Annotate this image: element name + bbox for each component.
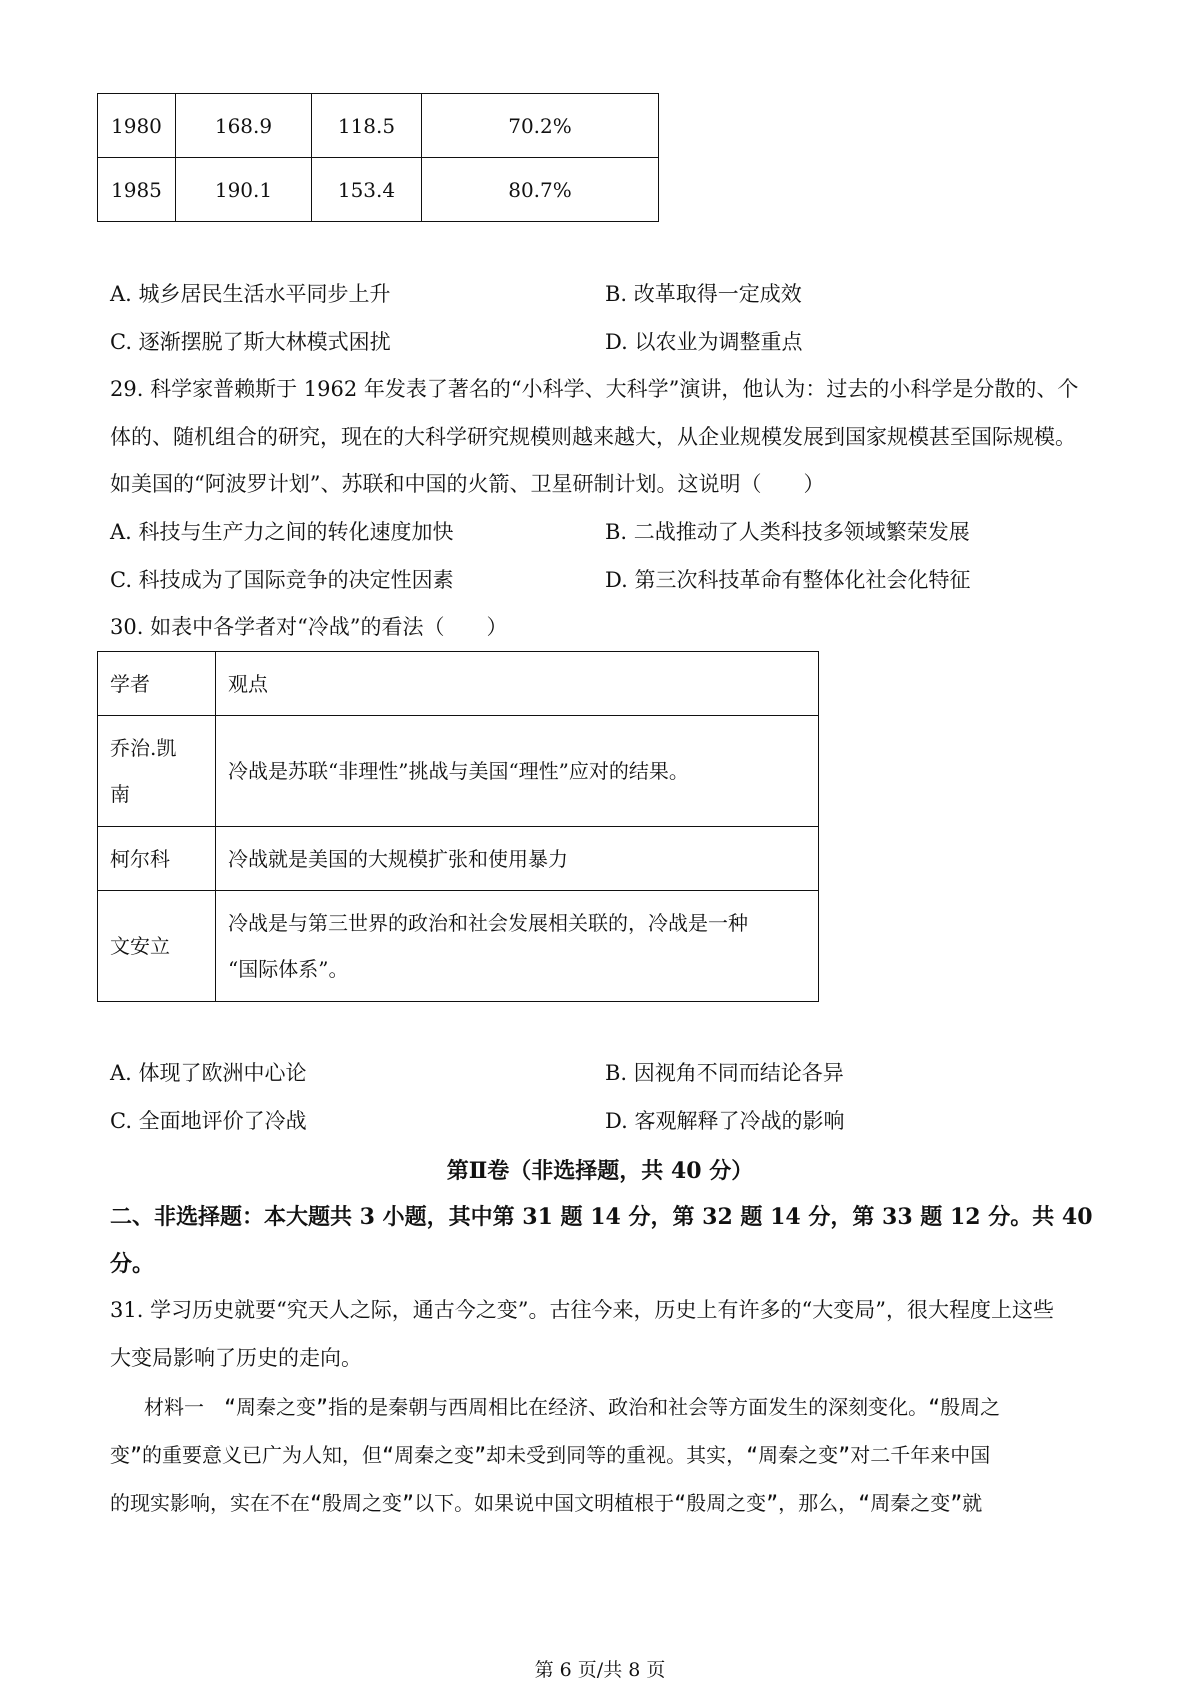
table-row [98, 94, 659, 158]
material-text: 材料一 “周秦之变”指的是秦朝与西周相比在经济、政治和社会等方面发生的深刻变化。“殷周之 [144, 1395, 1001, 1419]
table-cell [216, 891, 819, 1002]
table-cell: 168.9 [176, 94, 312, 158]
table-cell: 70.2% [422, 94, 659, 158]
question-text: 体的、随机组合的研究，现在的大科学研究规模则越来越大，从企业规模发展到国家规模甚至国际规模。 [110, 425, 1076, 449]
option-a: A. 科技与生产力之间的转化速度加快 [110, 520, 454, 544]
table-cell: 118.5 [312, 94, 422, 158]
table-row [98, 716, 819, 827]
table-cell: 153.4 [312, 158, 422, 222]
table-cell: 80.7% [422, 158, 659, 222]
material-text: 的现实影响，实在不在“殷周之变”以下。如果说中国文明植根于“殷周之变”，那么，“周秦之变”就 [110, 1491, 983, 1515]
cell-line: 冷战是苏联“非理性”挑战与美国“理性”应对的结果。 [228, 759, 689, 783]
cell-line: 冷战是与第三世界的政治和社会发展相关联的，冷战是一种 [228, 911, 748, 935]
question-text: 31. 学习历史就要“究天人之际，通古今之变”。古往今来，历史上有许多的“大变局”，很大程度上这些 [110, 1298, 1055, 1322]
table-row [98, 891, 819, 1002]
cell-line: “国际体系”。 [228, 957, 349, 981]
table-cell [216, 827, 819, 891]
option-a: A. 城乡居民生活水平同步上升 [110, 282, 391, 306]
table-header-row [98, 652, 819, 716]
question-text: 30. 如表中各学者对“冷战”的看法（ ） [110, 615, 508, 639]
option-c: C. 科技成为了国际竞争的决定性因素 [110, 568, 454, 592]
option-d: D. 以农业为调整重点 [605, 330, 803, 354]
table-cell [98, 827, 216, 891]
scholar-table [97, 651, 819, 1002]
page-number: 第 6 页/共 8 页 [534, 1659, 666, 1681]
material-text: 变”的重要意义已广为人知，但“周秦之变”却未受到同等的重视。其实，“周秦之变”对二千年来中国 [110, 1443, 991, 1467]
table-cell: 1985 [98, 158, 176, 222]
table-cell [216, 716, 819, 827]
question-text: 如美国的“阿波罗计划”、苏联和中国的火箭、卫星研制计划。这说明（ ） [110, 472, 825, 496]
option-b: B. 二战推动了人类科技多领域繁荣发展 [605, 520, 970, 544]
cell-line: 柯尔科 [110, 846, 170, 871]
question-text: 29. 科学家普赖斯于 1962 年发表了著名的“小科学、大科学”演讲，他认为：过去的小科学是分散的、个 [110, 377, 1079, 401]
option-d: D. 客观解释了冷战的影响 [605, 1109, 845, 1133]
option-a: A. 体现了欧洲中心论 [110, 1061, 307, 1085]
table-row [98, 827, 819, 891]
table-header-cell: 观点 [216, 652, 819, 716]
option-d: D. 第三次科技革命有整体化社会化特征 [605, 568, 971, 592]
section-heading: 二、非选择题：本大题共 3 小题，其中第 31 题 14 分，第 32 题 14 分，第 33 题 12 分。共 40 [110, 1204, 1093, 1230]
table-cell: 1980 [98, 94, 176, 158]
section-heading: 分。 [110, 1251, 155, 1277]
data-table [97, 93, 659, 222]
table-header-cell: 学者 [98, 652, 216, 716]
cell-line: 乔治.凯 [110, 736, 177, 760]
question-text: 大变局影响了历史的走向。 [110, 1346, 362, 1370]
cell-line: 南 [110, 782, 130, 806]
table-cell [98, 716, 216, 827]
table-cell [98, 891, 216, 1002]
option-b: B. 改革取得一定成效 [605, 282, 802, 306]
option-b: B. 因视角不同而结论各异 [605, 1061, 844, 1085]
cell-line: 文安立 [110, 934, 170, 958]
option-c: C. 逐渐摆脱了斯大林模式困扰 [110, 330, 391, 354]
table-row [98, 158, 659, 222]
table-cell: 190.1 [176, 158, 312, 222]
option-c: C. 全面地评价了冷战 [110, 1109, 307, 1133]
cell-line: 冷战就是美国的大规模扩张和使用暴力 [228, 846, 568, 871]
section-title: 第Ⅱ卷（非选择题，共 40 分） [446, 1158, 754, 1184]
